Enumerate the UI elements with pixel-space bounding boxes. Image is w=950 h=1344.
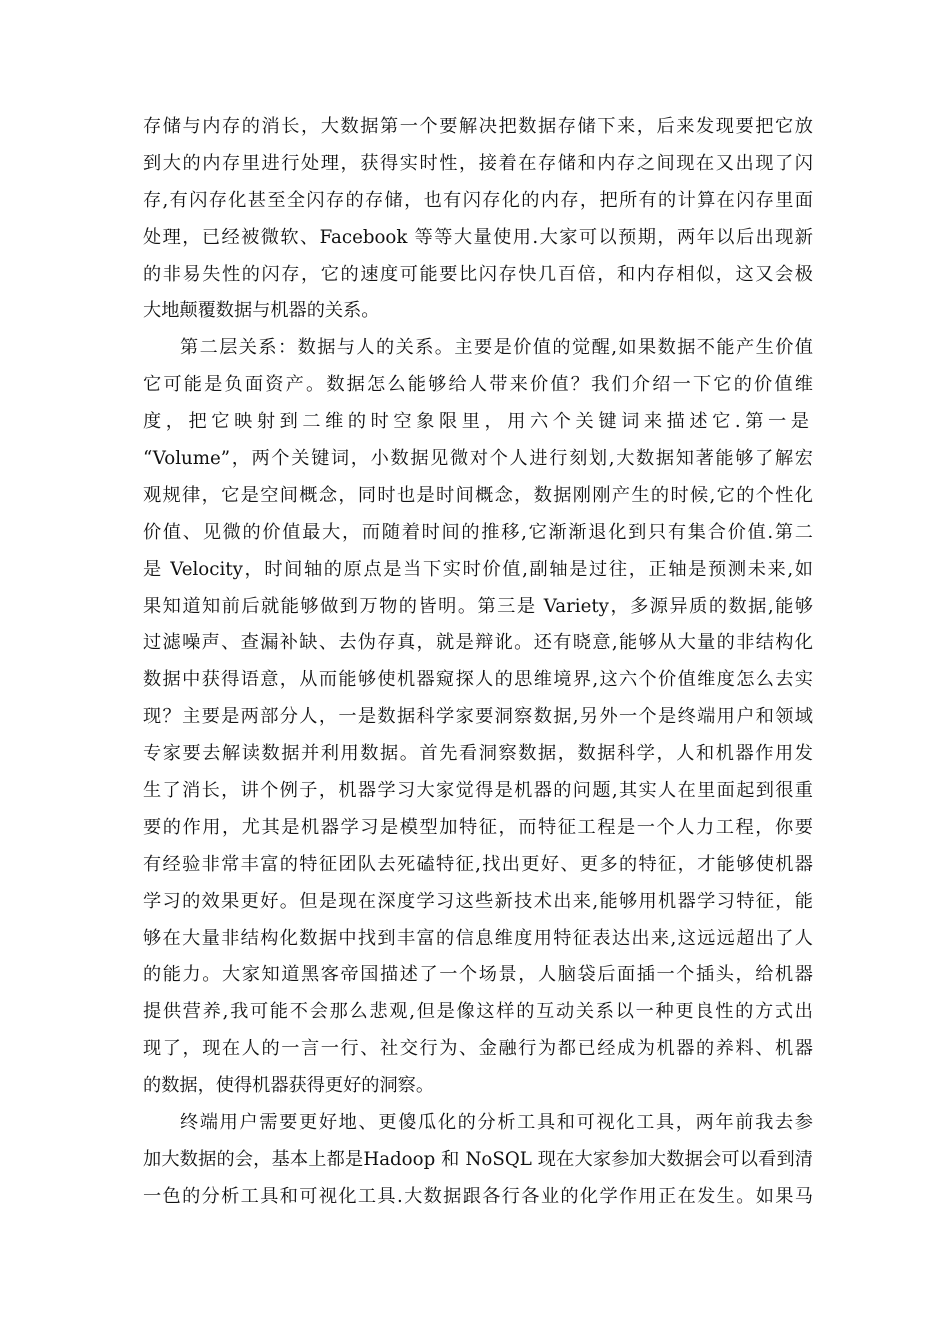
text-line: 要的作用，尤其是机器学习是模型加特征，而特征工程是一个人力工程，你要 [143, 816, 813, 838]
text-line: 提供营养,我可能不会那么悲观,但是像这样的互动关系以一种更良性的方式出 [143, 1001, 813, 1023]
text-line: 够在大量非结构化数据中找到丰富的信息维度用特征表达出来,这远远超出了人 [143, 927, 813, 949]
text-line: 存储与内存的消长，大数据第一个要解决把数据存储下来，后来发现要把它放 [143, 116, 813, 137]
text-line: 终端用户需要更好地、更傻瓜化的分析工具和可视化工具，两年前我去参 [180, 1112, 813, 1134]
paragraph-1 [143, 109, 813, 330]
text-line: 现了，现在人的一言一行、社交行为、金融行为都已经成为机器的养料、机器 [143, 1038, 813, 1060]
text-line: 学习的效果更好。但是现在深度学习这些新技术出来,能够用机器学习特征，能 [143, 890, 813, 912]
text-line: 一色的分析工具和可视化工具.大数据跟各行各业的化学作用正在发生。如果马 [143, 1185, 813, 1207]
paragraph-3 [143, 1105, 813, 1216]
text-line: “Volume”，两个关键词，小数据见微对个人进行刻划,大数据知著能够了解宏 [143, 448, 813, 470]
text-line: 现？主要是两部分人，一是数据科学家要洞察数据,另外一个是终端用户和领域 [143, 706, 813, 728]
text-line: 处理，已经被微软、Facebook 等等大量使用.大家可以预期，两年以后出现新 [143, 226, 813, 248]
text-line: 有经验非常丰富的特征团队去死磕特征,找出更好、更多的特征，才能够使机器 [143, 853, 813, 875]
body-text [143, 109, 813, 1216]
text-line: 第二层关系：数据与人的关系。主要是价值的觉醒,如果数据不能产生价值 [180, 337, 813, 359]
text-line: 大地颠覆数据与机器的关系。 [143, 300, 380, 322]
text-line: 它可能是负面资产。数据怎么能够给人带来价值？我们介绍一下它的价值维 [143, 374, 813, 396]
text-line: 价值、见微的价值最大，而随着时间的推移,它渐渐退化到只有集合价值.第二 [143, 521, 813, 543]
text-line: 果知道知前后就能够做到万物的皆明。第三是 Variety，多源异质的数据,能够 [143, 595, 813, 617]
text-line: 是 Velocity，时间轴的原点是当下实时价值,副轴是过往，正轴是预测未来,如 [143, 558, 813, 580]
text-line: 的能力。大家知道黑客帝国描述了一个场景，人脑袋后面插一个插头，给机器 [143, 964, 813, 986]
text-line: 专家要去解读数据并利用数据。首先看洞察数据，数据科学，人和机器作用发 [143, 743, 813, 765]
text-line: 到大的内存里进行处理，获得实时性，接着在存储和内存之间现在又出现了闪 [143, 152, 813, 174]
text-line: 存,有闪存化甚至全闪存的存储，也有闪存化的内存，把所有的计算在闪存里面 [143, 189, 813, 211]
paragraph-2 [143, 330, 813, 1105]
text-line: 观规律，它是空间概念，同时也是时间概念，数据刚刚产生的时候,它的个性化 [143, 484, 813, 506]
text-line: 的数据，使得机器获得更好的洞察。 [143, 1075, 435, 1097]
text-line: 过滤噪声、查漏补缺、去伪存真，就是辩讹。还有晓意,能够从大量的非结构化 [143, 632, 813, 654]
text-line: 数据中获得语意，从而能够使机器窥探人的思维境界,这六个价值维度怎么去实 [143, 669, 813, 691]
text-line: 的非易失性的闪存，它的速度可能要比闪存快几百倍，和内存相似，这又会极 [143, 263, 813, 285]
text-line: 加大数据的会，基本上都是Hadoop 和 NoSQL 现在大家参加大数据会可以看到清 [143, 1148, 813, 1170]
text-line: 度，把它映射到二维的时空象限里，用六个关键词来描述它.第一是 [143, 411, 813, 433]
text-line: 生了消长，讲个例子，机器学习大家觉得是机器的问题,其实人在里面起到很重 [143, 780, 813, 802]
